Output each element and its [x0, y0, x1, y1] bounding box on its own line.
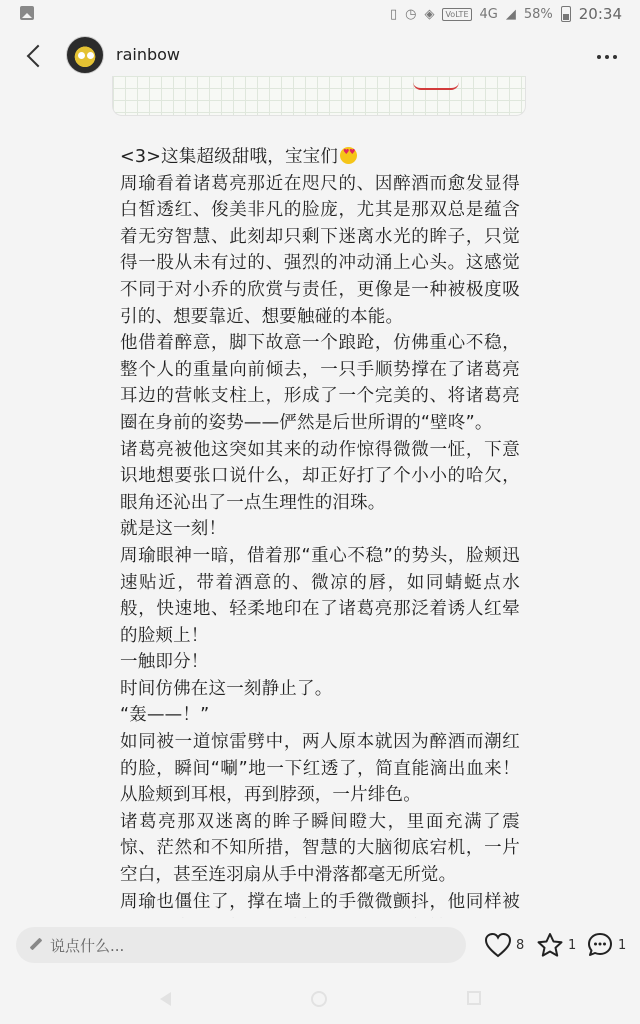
- article-paragraph: 时间仿佛在这一刻静止了。: [120, 678, 333, 699]
- article-paragraph: 诸葛亮被他这突如其来的动作惊得微微一怔，下意识地想要张口说什么，却正好打了个小小的哈欠，眼角还沁出了一点生理性的泪珠。: [120, 439, 520, 513]
- comment-input[interactable]: [16, 927, 466, 963]
- article-body: [120, 144, 520, 920]
- signal-icon: ◢: [505, 6, 516, 22]
- pencil-icon: [28, 937, 44, 953]
- article-paragraph: 他借着醉意，脚下故意一个踉跄，仿佛重心不稳，整个人的重量向前倾去，一只手顺势撑在了诸葛亮耳边的营帐支柱上，形成了一个完美的、将诸葛亮圈在身前的姿势——俨然是后世所谓的“壁咚”。: [120, 333, 520, 433]
- like-button[interactable]: [484, 930, 524, 960]
- status-icons: [390, 5, 622, 23]
- image-handwriting: [413, 76, 459, 90]
- article-paragraph: 就是这一刻！: [120, 519, 227, 540]
- comment-count: 1: [618, 937, 627, 953]
- comment-button[interactable]: [586, 930, 626, 960]
- bottom-action-bar: [0, 918, 640, 978]
- article-paragraph: 周瑜看着诸葛亮那近在咫尺的、因醉酒而愈发显得白皙透红、俊美非凡的脸庞，尤其是那双总是蕴含着无穷智慧、此刻却只剩下迷离水光的眸子，只觉得一股从未有过的、强烈的冲动涌上心头。这感觉不同于对小乔的欣赏与责任，更像是一种被极度吸引的、想要靠近、想要触碰的本能。: [120, 173, 520, 327]
- avatar-eye-left: [78, 52, 85, 59]
- article-paragraph: 诸葛亮那双迷离的眸子瞬间瞪大，里面充满了震惊、茫然和不知所措，智慧的大脑彻底宕机，一片空白，甚至连羽扇从手中滑落都毫无所觉。: [120, 811, 520, 886]
- comment-bubble-icon: [586, 931, 614, 959]
- vibrate-icon: ▯: [389, 6, 398, 22]
- article-paragraph: 周瑜也僵住了，撑在墙上的手微微颤抖，他同样被: [120, 891, 520, 912]
- article-paragraph: 周瑜眼神一暗，借着那“重心不稳”的势头，脸颊迅速贴近，带着酒意的、微凉的唇，如同蜻蜓点水般，快速地、轻柔地印在了诸葛亮那泛着诱人红晕的脸颊上！: [120, 545, 520, 646]
- heart-eyes-emoji-icon: [340, 147, 357, 164]
- favorite-button[interactable]: [536, 930, 576, 960]
- article-paragraph: 如同被一道惊雷劈中，两人原本就因为醉酒而潮红的脸，瞬间“唰”地一下红透了，简直能滴出血来！从脸颊到耳根，再到脖颈，一片绯色。: [120, 732, 520, 806]
- nav-home-icon[interactable]: [311, 991, 327, 1007]
- wifi-icon: ◈: [424, 6, 435, 22]
- volte-badge: VoLTE: [442, 8, 471, 21]
- status-bar: [0, 0, 640, 28]
- more-options-icon[interactable]: [592, 42, 622, 72]
- network-type: 4G: [479, 6, 498, 22]
- nav-recents-icon[interactable]: [467, 991, 481, 1005]
- alarm-icon: ◷: [405, 6, 417, 22]
- star-icon: [536, 932, 564, 958]
- back-arrow-icon[interactable]: [18, 40, 52, 74]
- article-paragraph: “轰——！”: [120, 705, 210, 726]
- clock: 20:34: [578, 5, 622, 23]
- system-nav-bar: [0, 978, 640, 1024]
- heart-icon: [484, 932, 512, 958]
- comment-placeholder: 说点什么...: [50, 937, 125, 955]
- avatar-eye-right: [87, 52, 94, 59]
- article-paragraph: 一触即分！: [120, 652, 209, 673]
- article-heading-text: <3>这集超级甜哦，宝宝们: [120, 147, 339, 167]
- battery-percent: 58%: [523, 6, 553, 22]
- nav-back-icon[interactable]: [160, 992, 171, 1006]
- favorite-count: 1: [568, 937, 577, 953]
- like-count: 8: [516, 937, 525, 953]
- battery-icon: [561, 6, 571, 22]
- author-name[interactable]: rainbow: [116, 45, 180, 64]
- gallery-notification-icon: [20, 6, 34, 20]
- article-image[interactable]: [112, 76, 526, 116]
- avatar[interactable]: [66, 36, 104, 74]
- article-paragraph: [120, 144, 520, 171]
